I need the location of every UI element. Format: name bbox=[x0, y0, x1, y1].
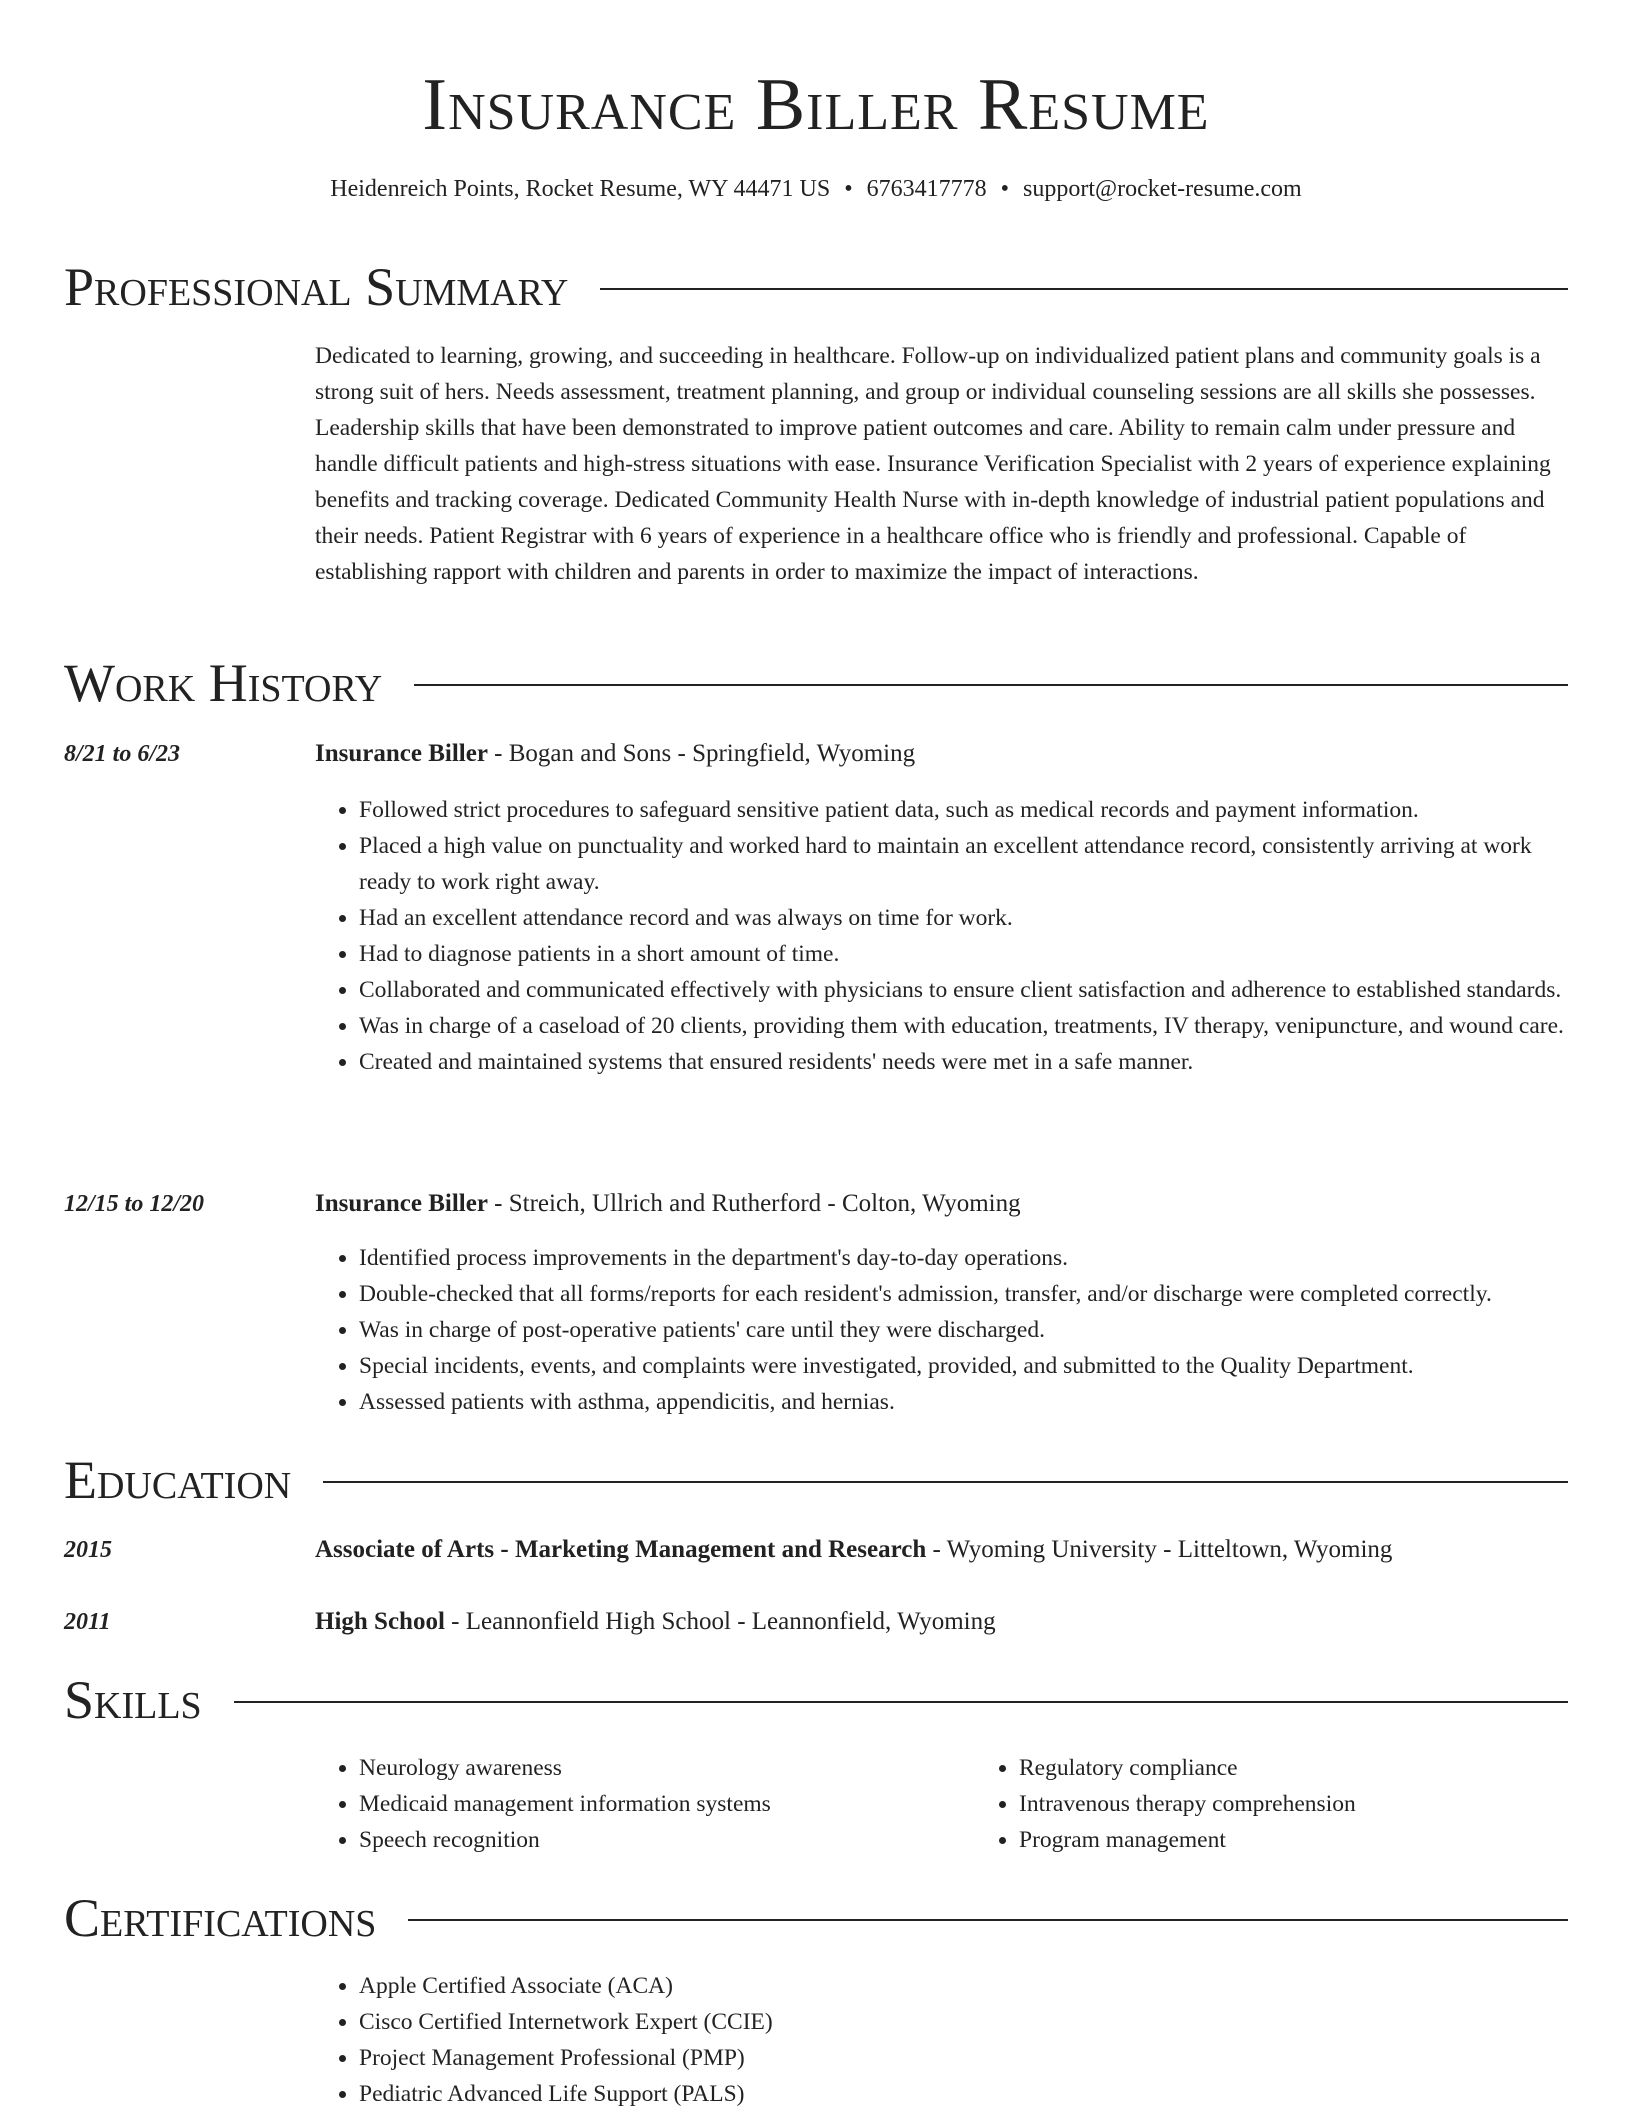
education-year: 2011 bbox=[64, 1609, 111, 1635]
job-title: Insurance Biller bbox=[315, 740, 488, 767]
contact-separator: • bbox=[844, 176, 853, 202]
skills-content bbox=[315, 1750, 1632, 1858]
education-degree: Associate of Arts - Marketing Management and Research bbox=[315, 1536, 927, 1563]
section-title: Certifications bbox=[64, 1888, 377, 1948]
job-title: Insurance Biller bbox=[315, 1190, 488, 1217]
section-heading-summary bbox=[64, 256, 1568, 318]
list-item: • Special incidents, events, and complaints were investigated, provided, and submitted to the Quality Department. bbox=[359, 1348, 1568, 1384]
job-bullets-section bbox=[64, 1240, 1568, 1420]
job-employer: - Bogan and Sons - Springfield, Wyoming bbox=[487, 740, 916, 767]
contact-phone: 6763417778 bbox=[866, 176, 987, 202]
section-divider bbox=[408, 1919, 1568, 1921]
contact-email: support@rocket-resume.com bbox=[1023, 176, 1302, 202]
section-title: Professional Summary bbox=[64, 257, 569, 317]
skills-section bbox=[64, 1750, 1568, 1858]
job-heading bbox=[315, 1188, 1568, 1220]
education-degree: High School bbox=[315, 1608, 445, 1635]
list-item: • Collaborated and communicated effectively with physicians to ensure client satisfaction and adherence to established standards. bbox=[359, 972, 1568, 1008]
list-item: • Was in charge of post-operative patients' care until they were discharged. bbox=[359, 1312, 1568, 1348]
certifications-content bbox=[315, 1968, 1568, 2112]
job-entry bbox=[64, 1188, 1568, 1220]
job-employer: - Streich, Ullrich and Rutherford - Colton, Wyoming bbox=[487, 1190, 1021, 1217]
left-gutter bbox=[64, 1240, 315, 1420]
education-school: - Leannonfield High School - Leannonfield, Wyoming bbox=[444, 1608, 996, 1635]
section-title: Work History bbox=[64, 653, 383, 713]
section-heading-skills bbox=[64, 1669, 1568, 1731]
list-item: • Apple Certified Associate (ACA) bbox=[359, 1968, 1568, 2004]
list-item: • Identified process improvements in the department's day-to-day operations. bbox=[359, 1240, 1568, 1276]
section-divider bbox=[234, 1701, 1568, 1703]
left-gutter bbox=[64, 1968, 315, 2112]
skills-list-right bbox=[975, 1750, 1632, 1858]
certifications-list bbox=[315, 1968, 1568, 2112]
certifications-section bbox=[64, 1968, 1568, 2112]
job-bullets-content bbox=[315, 1240, 1568, 1420]
section-title: Education bbox=[64, 1450, 292, 1510]
summary-content bbox=[315, 338, 1568, 590]
list-item: • Medicaid management information systems bbox=[359, 1786, 975, 1822]
summary-section bbox=[64, 338, 1568, 590]
left-gutter bbox=[64, 792, 315, 1080]
education-entry bbox=[64, 1534, 1568, 1566]
list-item: • Project Management Professional (PMP) bbox=[359, 2040, 1568, 2076]
left-gutter bbox=[64, 338, 315, 590]
resume-title: Insurance Biller Resume bbox=[422, 64, 1210, 146]
list-item: • Regulatory compliance bbox=[1019, 1750, 1632, 1786]
skills-list-left bbox=[315, 1750, 975, 1858]
job-bullet-list bbox=[315, 1240, 1568, 1420]
section-divider bbox=[600, 288, 1568, 290]
job-dates: 8/21 to 6/23 bbox=[64, 741, 181, 767]
section-heading-certifications bbox=[64, 1887, 1568, 1949]
education-school: - Wyoming University - Litteltown, Wyoming bbox=[926, 1536, 1393, 1563]
list-item: • Had an excellent attendance record and was always on time for work. bbox=[359, 900, 1568, 936]
contact-separator: • bbox=[1000, 176, 1010, 202]
section-divider bbox=[323, 1481, 1568, 1483]
list-item: • Assessed patients with asthma, appendicitis, and hernias. bbox=[359, 1384, 1568, 1420]
skills-grid bbox=[315, 1750, 1632, 1858]
list-item: • Double-checked that all forms/reports for each resident's admission, transfer, and/or discharge were completed correctly. bbox=[359, 1276, 1568, 1312]
list-item: • Speech recognition bbox=[359, 1822, 975, 1858]
job-bullets-section bbox=[64, 792, 1568, 1080]
section-heading-work-history bbox=[64, 652, 1568, 714]
education-heading bbox=[315, 1606, 1568, 1638]
summary-paragraph: Dedicated to learning, growing, and succeeding in healthcare. Follow-up on individualized patient plans and community goals is a strong suit of hers. Needs assessment, treatment planning, and group or individual counseling sessions are all skills she possesses. Leadership skills that have been demonstrated to improve patient outcomes and care. Ability to remain calm under pressure and handle difficult patients and high-stress situations with ease. Insurance Verification Specialist with 2 years of experience explaining benefits and tracking coverage. Dedicated Community Health Nurse with in-depth knowledge of industrial patient populations and their needs. Patient Registrar with 6 years of experience in a healthcare office who is friendly and professional. Capable of establishing rapport with children and parents in order to maximize the impact of interactions. bbox=[315, 343, 1551, 585]
list-item: • Cisco Certified Internetwork Expert (CCIE) bbox=[359, 2004, 1568, 2040]
list-item: • Neurology awareness bbox=[359, 1750, 975, 1786]
list-item: • Pediatric Advanced Life Support (PALS) bbox=[359, 2076, 1568, 2112]
contact-address: Heidenreich Points, Rocket Resume, WY 44471 US bbox=[330, 176, 831, 202]
list-item: • Intravenous therapy comprehension bbox=[1019, 1786, 1632, 1822]
list-item: • Created and maintained systems that ensured residents' needs were met in a safe manner. bbox=[359, 1044, 1568, 1080]
list-item: • Program management bbox=[1019, 1822, 1632, 1858]
list-item: • Had to diagnose patients in a short amount of time. bbox=[359, 936, 1568, 972]
left-gutter bbox=[64, 1750, 315, 1858]
section-divider bbox=[414, 684, 1568, 686]
list-item: • Was in charge of a caseload of 20 clients, providing them with education, treatments, IV therapy, venipuncture, and wound care. bbox=[359, 1008, 1568, 1044]
contact-line bbox=[64, 174, 1568, 204]
list-item: • Followed strict procedures to safeguard sensitive patient data, such as medical records and payment information. bbox=[359, 792, 1568, 828]
job-heading bbox=[315, 738, 1568, 770]
list-item: • Placed a high value on punctuality and worked hard to maintain an excellent attendance record, consistently arriving at work ready to work right away. bbox=[359, 828, 1568, 900]
education-heading bbox=[315, 1534, 1568, 1566]
job-entry bbox=[64, 738, 1568, 770]
resume-page bbox=[64, 0, 1568, 2107]
section-title: Skills bbox=[64, 1670, 202, 1730]
job-dates: 12/15 to 12/20 bbox=[64, 1191, 205, 1217]
education-entry bbox=[64, 1606, 1568, 1638]
job-bullets-content bbox=[315, 792, 1568, 1080]
section-heading-education bbox=[64, 1449, 1568, 1511]
job-bullet-list bbox=[315, 792, 1568, 1080]
education-year: 2015 bbox=[64, 1537, 112, 1563]
